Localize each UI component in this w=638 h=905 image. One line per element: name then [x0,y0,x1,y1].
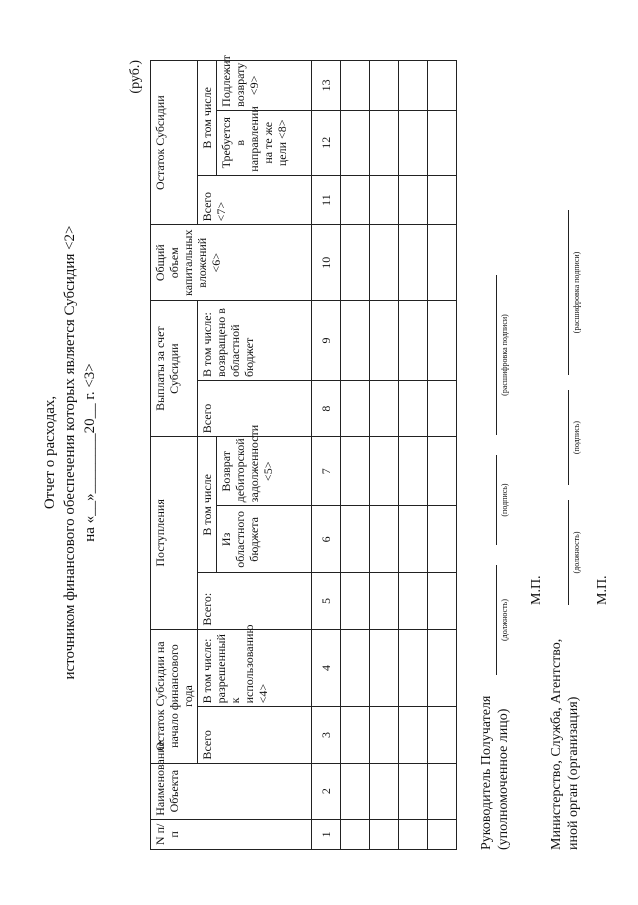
head-label-1: Руководитель Получателя [479,695,494,850]
table-cell[interactable] [370,573,399,629]
table-cell[interactable] [428,61,457,111]
header-rest-total: Всего <7> [198,175,312,225]
header-income-including: В том числе [198,437,217,573]
header-payments: Выплаты за счет Субсидии [151,301,198,437]
header-rest-including: В том числе [198,61,217,176]
column-number: 10 [312,225,341,301]
ministry-decoding-line[interactable] [568,210,569,375]
title-line-3: на «__»________20__ г. <3> [82,363,98,542]
table-cell[interactable] [428,629,457,707]
column-number: 4 [312,629,341,707]
header-to-return: Подлежит возврату <9> [217,61,312,111]
column-number: 3 [312,707,341,763]
table-cell[interactable] [428,573,457,629]
table-cell[interactable] [341,819,370,849]
table-cell[interactable] [399,175,428,225]
header-returned: В том числе: возвращено в областной бюджет [198,301,312,381]
header-income-total: Всего: [198,573,312,629]
table-cell[interactable] [370,110,399,175]
table-cell[interactable] [370,629,399,707]
title-line-2: источником финансового обеспечения которых является Субсидия <2> [62,225,78,680]
column-number: 7 [312,437,341,506]
table-cell[interactable] [370,381,399,437]
table-cell[interactable] [399,629,428,707]
stamp-label-2: М.П. [595,575,610,605]
stamp-label-1: М.П. [529,575,544,605]
table-cell[interactable] [341,110,370,175]
ministry-position-caption: (должность) [572,531,581,574]
table-cell[interactable] [428,707,457,763]
column-number: 2 [312,763,341,819]
table-cell[interactable] [341,707,370,763]
table-cell[interactable] [428,381,457,437]
signature-line[interactable] [496,455,497,545]
table-row [370,61,399,850]
decoding-caption: (расшифровка подписи) [500,314,509,396]
column-number: 8 [312,381,341,437]
report-title [40,0,100,905]
ministry-signature-line[interactable] [568,390,569,485]
header-rest-start: Остаток Субсидии на начало финансового года [151,629,198,763]
table-cell[interactable] [399,61,428,111]
header-from-regional: Из областного бюджета [217,506,312,573]
table-cell[interactable] [370,707,399,763]
table-row [399,61,428,850]
table-cell[interactable] [370,225,399,301]
table-cell[interactable] [399,381,428,437]
column-number: 6 [312,506,341,573]
table-cell[interactable] [428,175,457,225]
ministry-label-1: Министерство, Служба, Агентство, [549,638,564,850]
column-number: 9 [312,301,341,381]
table-cell[interactable] [341,225,370,301]
table-cell[interactable] [341,381,370,437]
table-cell[interactable] [370,61,399,111]
decoding-line[interactable] [496,275,497,435]
column-number: 12 [312,110,341,175]
table-cell[interactable] [399,225,428,301]
position-caption: (должность) [500,599,509,641]
table-cell[interactable] [428,225,457,301]
column-number: 5 [312,573,341,629]
column-number: 11 [312,175,341,225]
table-cell[interactable] [399,763,428,819]
table-cell[interactable] [341,573,370,629]
table-cell[interactable] [341,437,370,506]
table-cell[interactable] [428,301,457,381]
table-cell[interactable] [428,763,457,819]
table-row [428,61,457,850]
header-allowed: В том числе: разрешенный к использованию <4> [198,629,312,707]
header-pay-total: Всего [198,381,312,437]
ministry-decoding-caption: (расшифровка подписи) [572,251,581,334]
header-required: Требуется в направлении на те же цели <8> [217,110,312,175]
table-cell[interactable] [370,763,399,819]
table-cell[interactable] [399,819,428,849]
table-cell[interactable] [399,301,428,381]
table-cell[interactable] [428,506,457,573]
header-no: N п/п [151,819,312,849]
table-cell[interactable] [341,301,370,381]
column-numbers-row [312,61,341,850]
head-label-2: (уполномоченное лицо) [496,708,511,850]
table-cell[interactable] [370,437,399,506]
table-cell[interactable] [428,110,457,175]
column-number: 13 [312,61,341,111]
header-name: Наименование Объекта [151,763,312,819]
table-cell[interactable] [399,506,428,573]
column-number: 1 [312,819,341,849]
position-line[interactable] [496,565,497,675]
table-cell[interactable] [399,437,428,506]
header-rest: Остаток Субсидии [151,61,198,225]
table-row [341,61,370,850]
table-cell[interactable] [399,707,428,763]
signature-caption: (подпись) [500,483,509,517]
title-line-1: Отчет о расходах, [42,395,58,510]
table-cell[interactable] [370,506,399,573]
table-cell[interactable] [370,301,399,381]
table-cell[interactable] [399,110,428,175]
table-cell[interactable] [341,506,370,573]
table-cell[interactable] [428,819,457,849]
table-cell[interactable] [399,573,428,629]
header-income: Поступления [151,437,198,629]
table-cell[interactable] [341,61,370,111]
table-cell[interactable] [370,819,399,849]
ministry-label-2: иной орган (организация) [566,696,581,850]
table-cell[interactable] [341,629,370,707]
ministry-signature-caption: (подпись) [572,420,581,455]
header-capital: Общий объем капитальных вложений <6> [151,225,312,301]
ministry-position-line[interactable] [568,500,569,605]
table-cell[interactable] [370,175,399,225]
table-cell[interactable] [341,763,370,819]
report-table [150,55,457,850]
units-label: (руб.) [128,60,143,94]
header-rest-start-total: Всего [198,707,312,763]
header-debt-return: Возврат дебиторской задолженности <5> [217,437,312,506]
table-cell[interactable] [428,437,457,506]
table-cell[interactable] [341,175,370,225]
